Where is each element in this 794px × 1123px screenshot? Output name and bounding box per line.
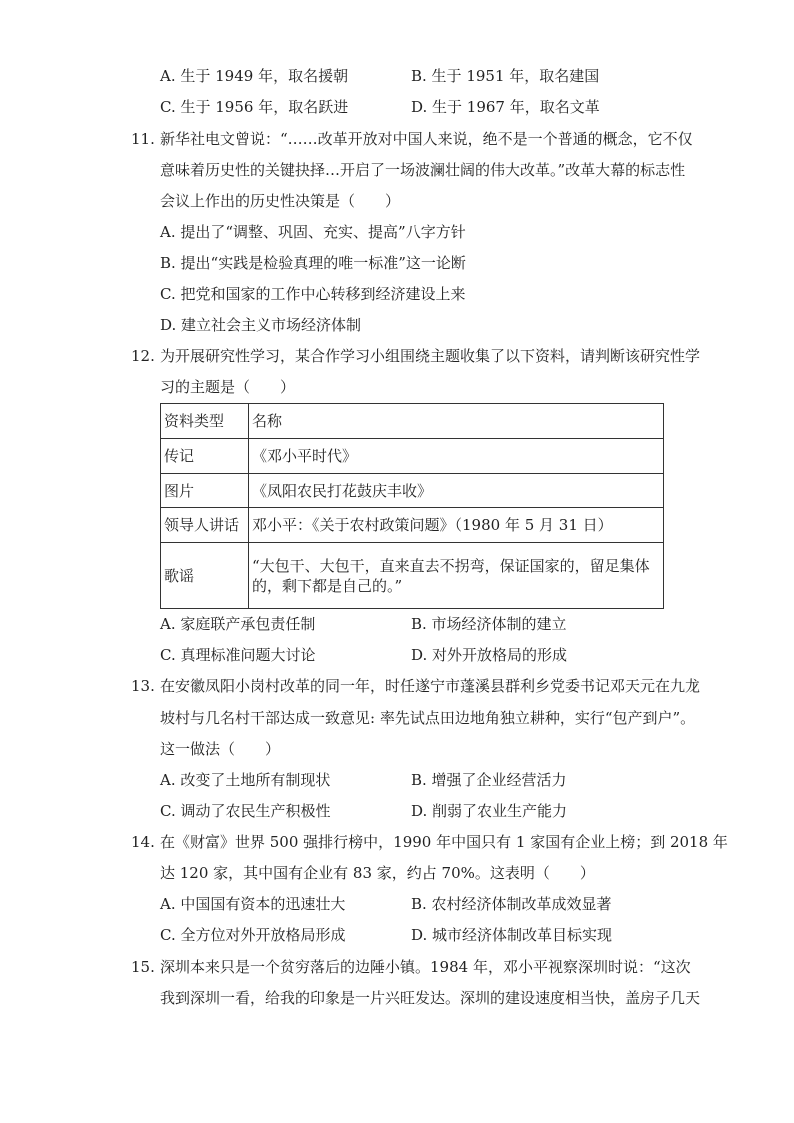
- q11-number: 11.: [131, 130, 155, 148]
- table-row: [161, 474, 664, 508]
- q10-option-a[interactable]: A. 生于 1949 年，取名援朝: [160, 67, 349, 85]
- q14-option-c[interactable]: C. 全方位对外开放格局形成: [160, 926, 346, 944]
- q13-option-c[interactable]: C. 调动了农民生产积极性: [160, 802, 331, 820]
- q10-option-d[interactable]: D. 生于 1967 年，取名文革: [411, 98, 600, 116]
- table-cell-type: 歌谣: [161, 543, 249, 609]
- q12-option-d[interactable]: D. 对外开放格局的形成: [411, 646, 568, 664]
- q12-option-b[interactable]: B. 市场经济体制的建立: [411, 615, 567, 633]
- q11-stem-line-2: 意味着历史性的关键抉择…开启了一场波澜壮阔的伟大改革。”改革大幕的标志性: [160, 161, 686, 179]
- q13-option-a[interactable]: A. 改变了土地所有制现状: [160, 771, 331, 789]
- q13-stem-line-1: 在安徽凤阳小岗村改革的同一年，时任遂宁市蓬溪县群利乡党委书记邓天元在九龙: [160, 677, 701, 695]
- q10-option-b[interactable]: B. 生于 1951 年，取名建国: [411, 67, 600, 85]
- q11-option-d[interactable]: D. 建立社会主义市场经济体制: [160, 316, 362, 334]
- table-cell-type: 传记: [161, 439, 249, 474]
- table-cell-type: 图片: [161, 474, 249, 508]
- q11-option-c[interactable]: C. 把党和国家的工作中心转移到经济建设上来: [160, 285, 466, 303]
- q14-number: 14.: [131, 833, 155, 851]
- q14-option-b[interactable]: B. 农村经济体制改革成效显著: [411, 895, 612, 913]
- table-cell-name: 邓小平：《关于农村政策问题》（1980 年 5 月 31 日）: [249, 508, 664, 543]
- q13-stem-line-3: 这一做法（ ）: [160, 740, 281, 758]
- q12-number: 12.: [131, 347, 155, 365]
- q15-stem-line-1: 深圳本来只是一个贫穷落后的边陲小镇。1984 年，邓小平视察深圳时说：“这次: [160, 958, 691, 976]
- table-header-type: 资料类型: [161, 404, 249, 439]
- q12-option-c[interactable]: C. 真理标准问题大讨论: [160, 646, 316, 664]
- q13-option-b[interactable]: B. 增强了企业经营活力: [411, 771, 567, 789]
- q11-stem-line-3: 会议上作出的历史性决策是（ ）: [160, 192, 401, 210]
- table-header-name: 名称: [249, 404, 664, 439]
- q13-option-d[interactable]: D. 削弱了农业生产能力: [411, 802, 568, 820]
- table-row: [161, 543, 664, 609]
- table-cell-name: “大包干、大包干，直来直去不拐弯，保证国家的，留足集体的，剩下都是自己的。”: [249, 543, 664, 609]
- table-header-row: [161, 404, 664, 439]
- q10-option-c[interactable]: C. 生于 1956 年，取名跃进: [160, 98, 349, 116]
- table-cell-type: 领导人讲话: [161, 508, 249, 543]
- q13-stem-line-2: 坡村与几名村干部达成一致意见: 率先试点田边地角独立耕种，实行“包产到户”。: [160, 709, 696, 727]
- q13-number: 13.: [131, 677, 155, 695]
- q12-option-a[interactable]: A. 家庭联产承包责任制: [160, 615, 316, 633]
- q14-stem-line-1: 在《财富》世界 500 强排行榜中，1990 年中国只有 1 家国有企业上榜；到 2018 年: [160, 833, 728, 851]
- q12-stem-line-2: 习的主题是（ ）: [160, 378, 296, 396]
- q11-option-a[interactable]: A. 提出了“调整、巩固、充实、提高”八字方针: [160, 223, 466, 241]
- table-cell-name: 《邓小平时代》: [249, 439, 664, 474]
- q15-stem-line-2: 我到深圳一看，给我的印象是一片兴旺发达。深圳的建设速度相当快，盖房子几天: [160, 989, 701, 1007]
- q12-stem-line-1: 为开展研究性学习，某合作学习小组围绕主题收集了以下资料，请判断该研究性学: [160, 347, 701, 365]
- q14-option-d[interactable]: D. 城市经济体制改革目标实现: [411, 926, 613, 944]
- q11-option-b[interactable]: B. 提出“实践是检验真理的唯一标准”这一论断: [160, 254, 466, 272]
- q14-option-a[interactable]: A. 中国国有资本的迅速壮大: [160, 895, 346, 913]
- table-row: [161, 439, 664, 474]
- q11-stem-line-1: 新华社电文曾说：“……改革开放对中国人来说，绝不是一个普通的概念，它不仅: [160, 130, 693, 148]
- table-cell-name: 《凤阳农民打花鼓庆丰收》: [249, 474, 664, 508]
- q15-number: 15.: [131, 958, 155, 976]
- table-row: [161, 508, 664, 543]
- q14-stem-line-2: 达 120 家，其中国有企业有 83 家，约占 70%。这表明（ ）: [160, 864, 595, 882]
- q12-material-table: [160, 403, 664, 609]
